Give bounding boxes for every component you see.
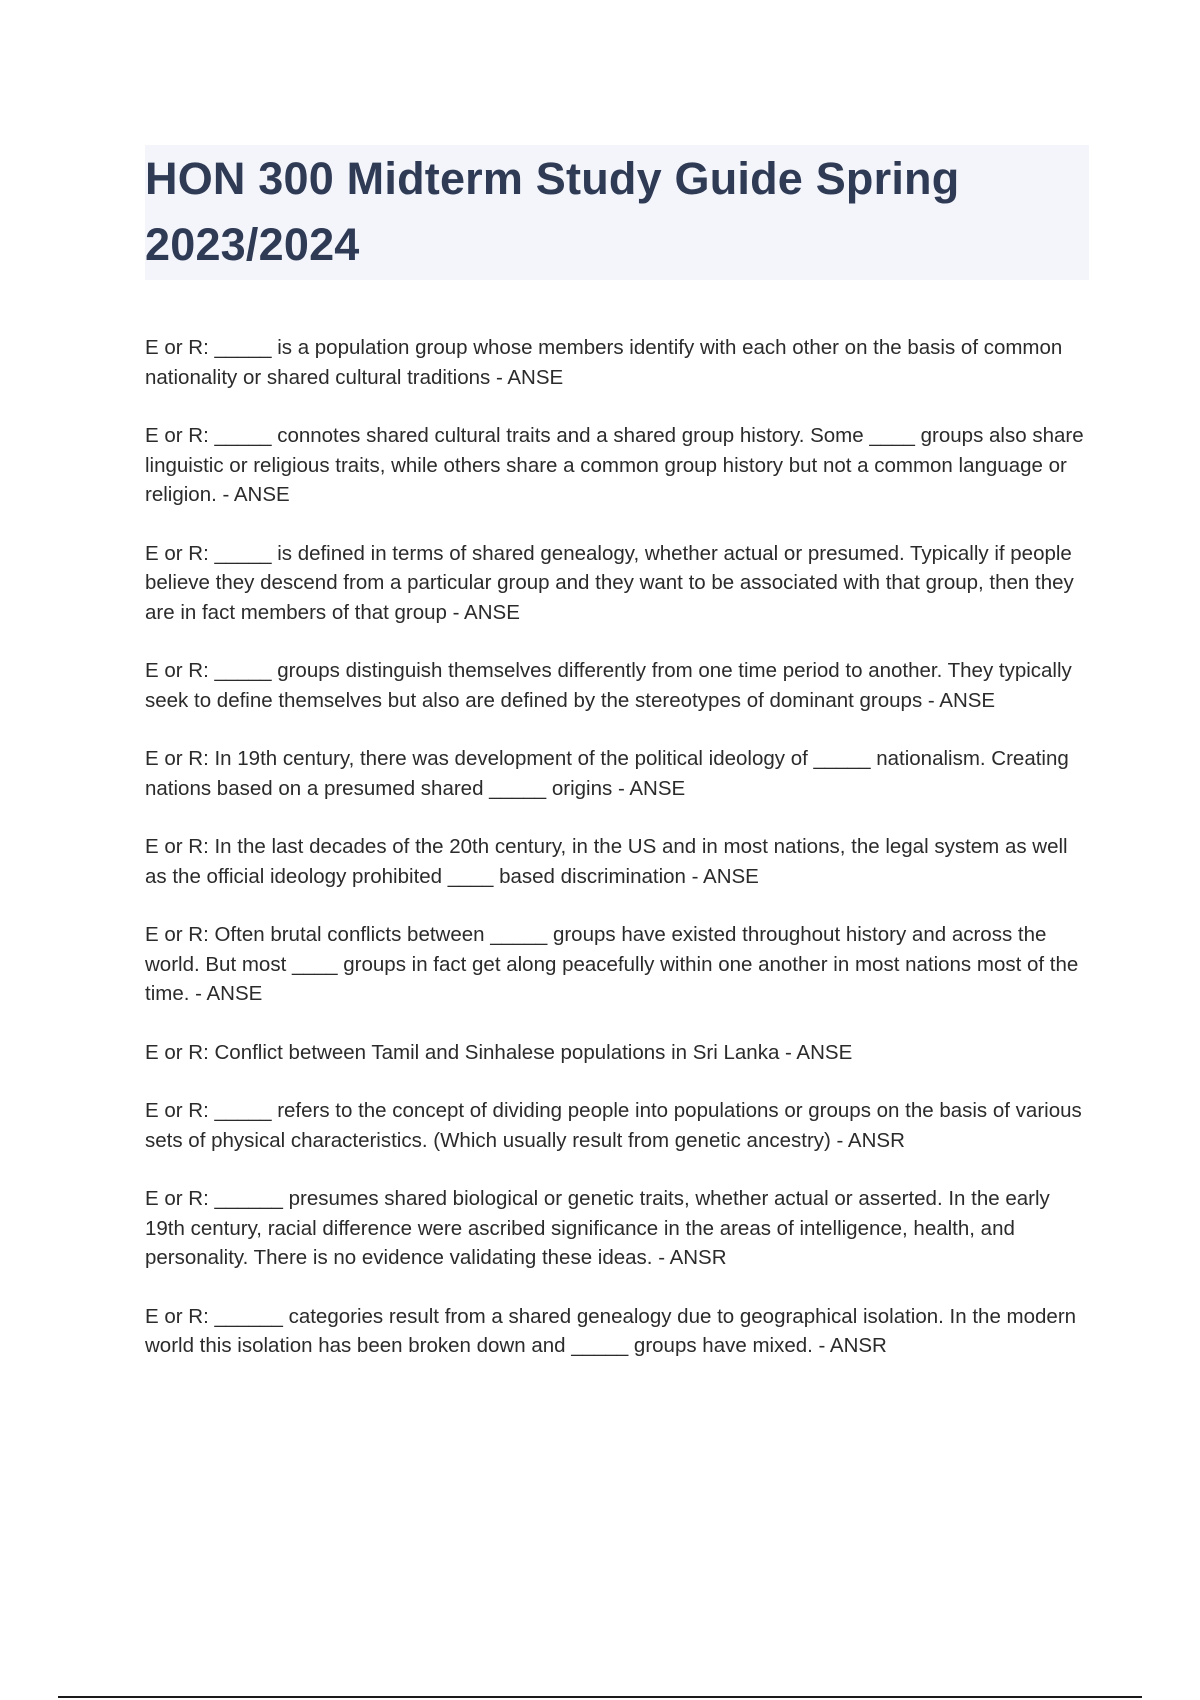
footer-divider — [58, 1696, 1142, 1698]
list-item: E or R: _____ connotes shared cultural traits and a shared group history. Some ____ groups also share linguistic or religious traits, while others share a common group history but not a common language or religion. - ANSE — [145, 424, 1084, 506]
page-title: HON 300 Midterm Study Guide Spring 2023/2024 — [145, 153, 960, 270]
list-item: E or R: _____ is a population group whose members identify with each other on the basis of common nationality or shared cultural traditions - ANSE — [145, 336, 1063, 389]
list-item: E or R: _____ refers to the concept of dividing people into populations or groups on the basis of various sets of physical characteristics. (Which usually result from genetic ancestry) - ANSR — [145, 1099, 1082, 1152]
question-list — [145, 333, 1090, 1390]
title-banner — [145, 145, 1089, 280]
list-item: E or R: In the last decades of the 20th century, in the US and in most nations, the legal system as well as the official ideology prohibited ____ based discrimination - ANSE — [145, 835, 1068, 888]
list-item: E or R: ______ presumes shared biological or genetic traits, whether actual or asserted. In the early 19th century, racial difference were ascribed significance in the areas of intelligence, health, and personality. There is no evidence validating these ideas. - ANSR — [145, 1187, 1050, 1269]
list-item: E or R: Conflict between Tamil and Sinhalese populations in Sri Lanka - ANSE — [145, 1040, 853, 1064]
list-item: E or R: ______ categories result from a shared genealogy due to geographical isolation. In the modern world this isolation has been broken down and _____ groups have mixed. - ANSR — [145, 1304, 1077, 1357]
list-item: E or R: _____ groups distinguish themselves differently from one time period to another. They typically seek to define themselves but also are defined by the stereotypes of dominant groups - ANSE — [145, 659, 1072, 712]
list-item: E or R: In 19th century, there was development of the political ideology of _____ nationalism. Creating nations based on a presumed shared _____ origins - ANSE — [145, 747, 1069, 800]
list-item: E or R: _____ is defined in terms of shared genealogy, whether actual or presumed. Typically if people believe they descend from a particular group and they want to be associated with that group, then they are in fact members of that group - ANSE — [145, 541, 1074, 624]
list-item: E or R: Often brutal conflicts between _____ groups have existed throughout history and across the world. But most ____ groups in fact get along peacefully within one another in most nations most of the time. - ANSE — [145, 923, 1079, 1005]
